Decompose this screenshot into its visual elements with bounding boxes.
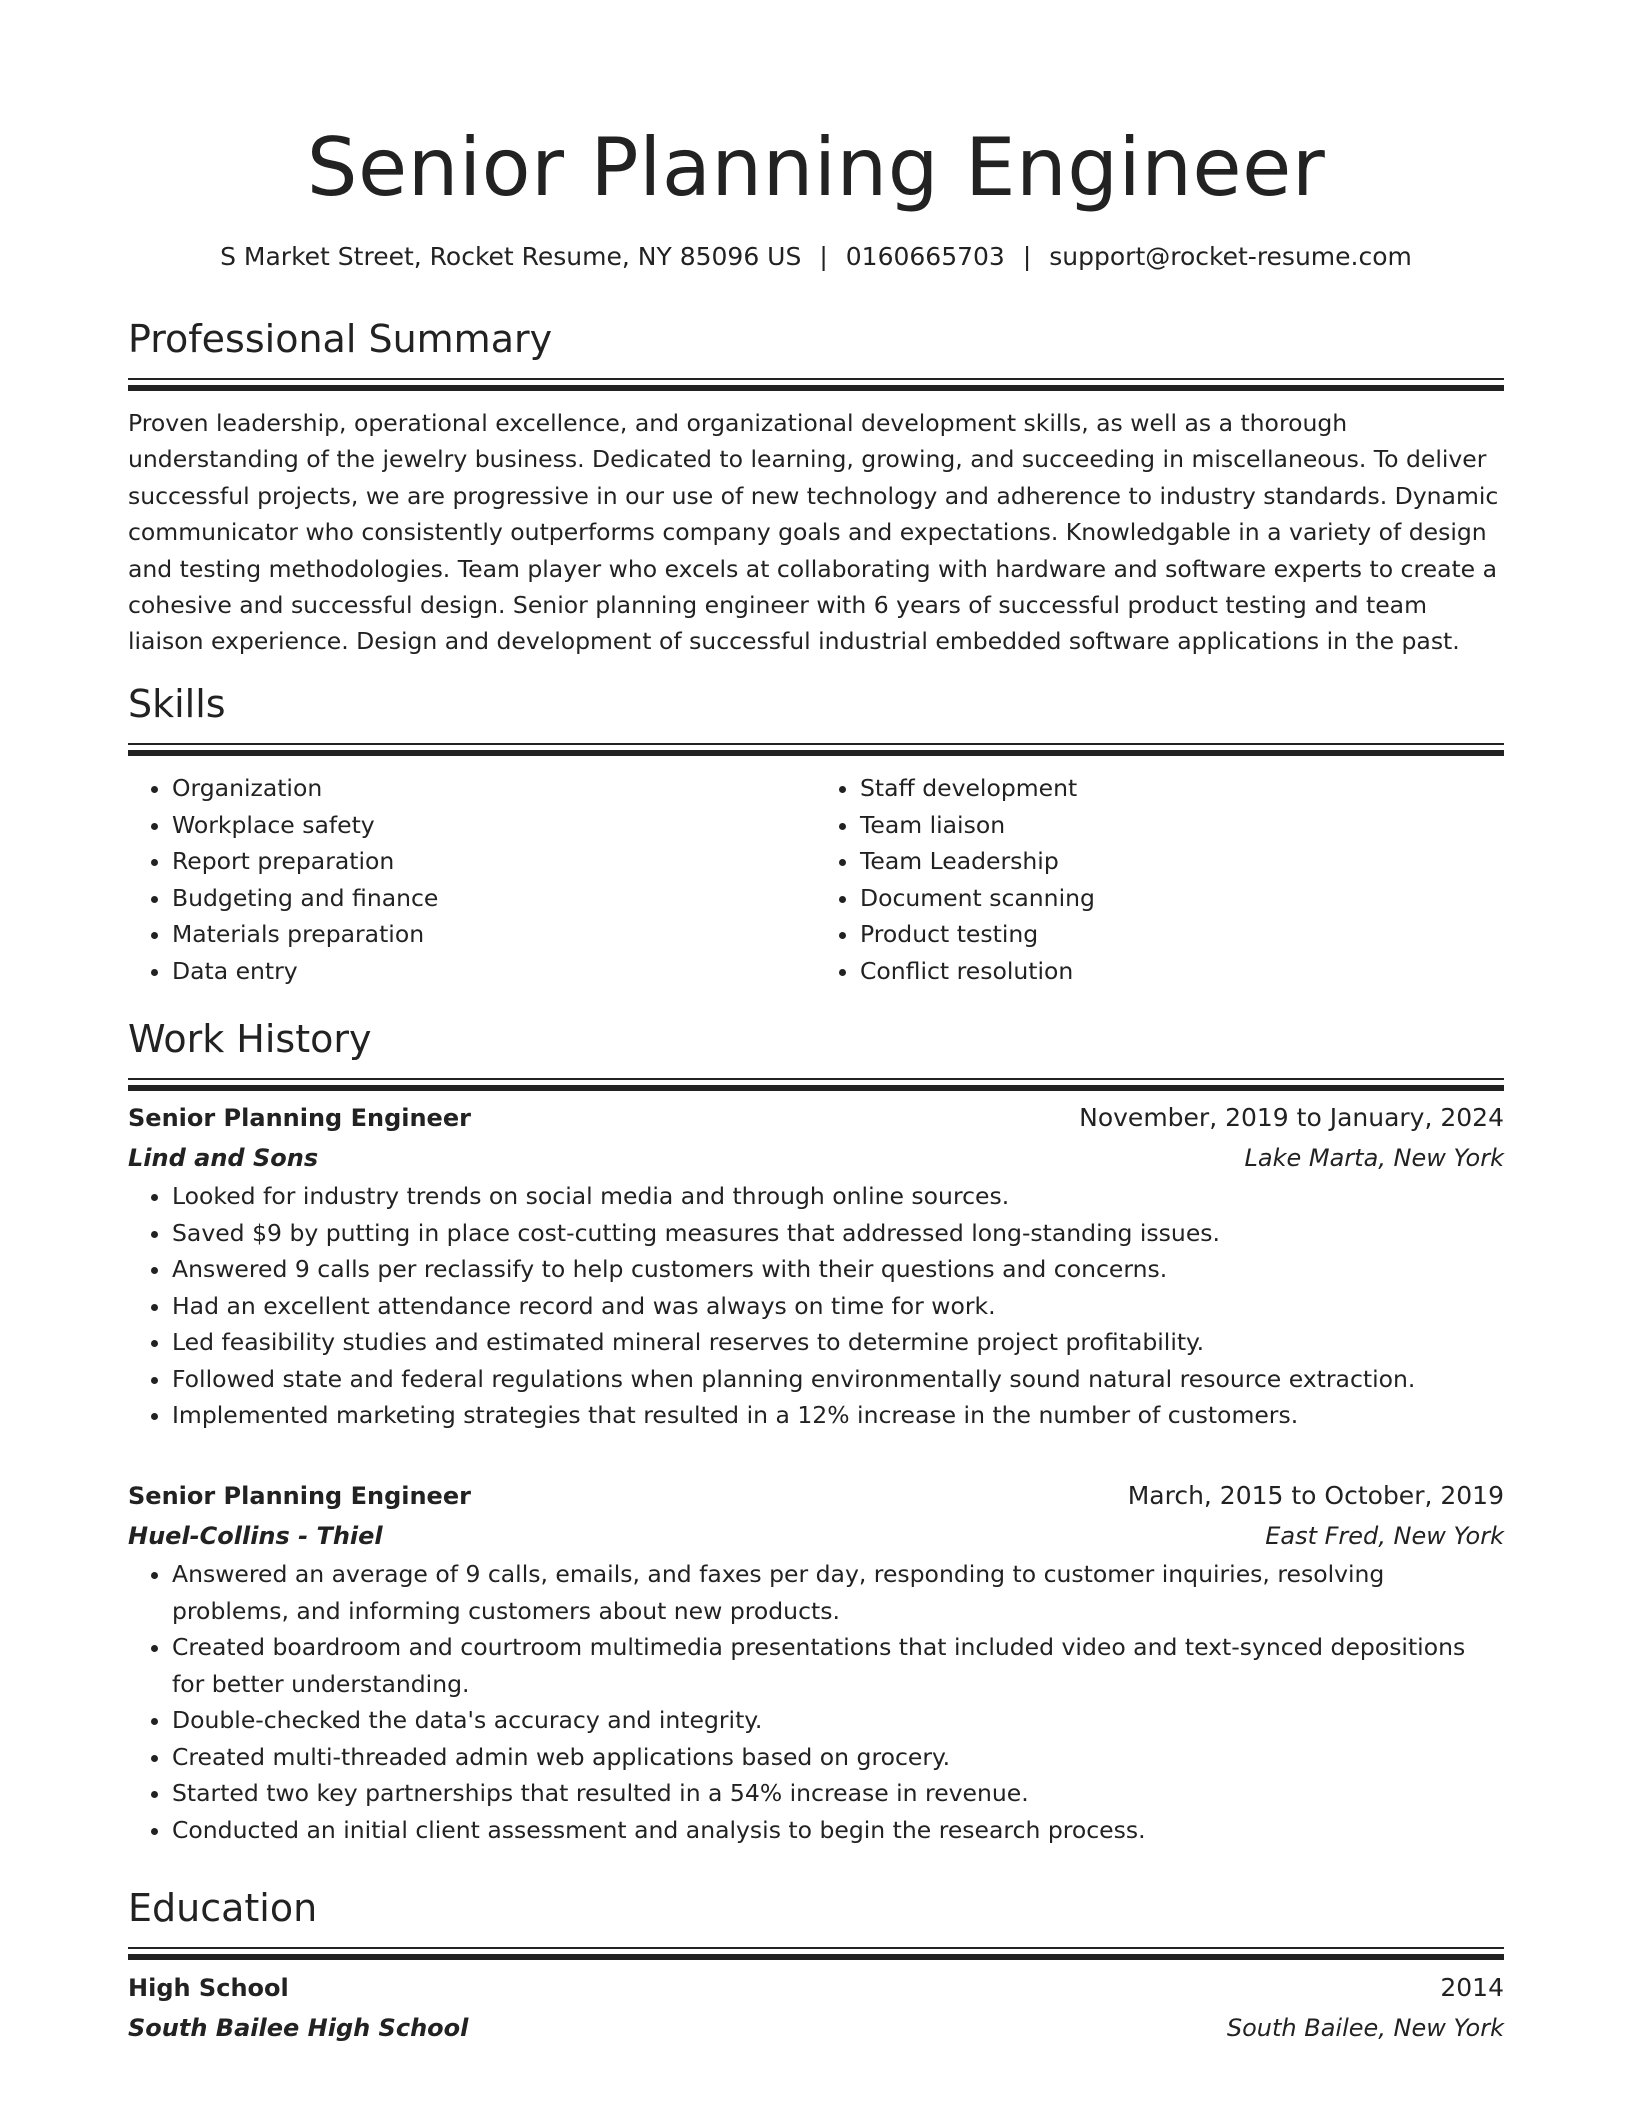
job-header <box>128 1476 1504 1516</box>
education-location: South Bailee, New York <box>1226 2014 1504 2042</box>
job-bullet: • Saved $9 by putting in place cost-cutting measures that addressed long-standing issues. <box>172 1215 1504 1252</box>
skill-item: • Conflict resolution <box>860 953 1504 990</box>
job-bullet: • Conducted an initial client assessment and analysis to begin the research process. <box>172 1812 1504 1849</box>
job-bullet: • Led feasibility studies and estimated mineral reserves to determine project profitability. <box>172 1324 1504 1361</box>
skill-item: • Team liaison <box>860 807 1504 844</box>
job-entry <box>128 1098 1504 1434</box>
job-bullet: • Answered 9 calls per reclassify to help customers with their questions and concerns. <box>172 1251 1504 1288</box>
education-section <box>128 1883 1504 1960</box>
skill-item: • Data entry <box>172 953 816 990</box>
skill-item: • Staff development <box>860 770 1504 807</box>
job-title: Senior Planning Engineer <box>128 1104 471 1132</box>
education-heading: Education <box>128 1886 318 1930</box>
section-divider <box>128 743 1504 756</box>
resume-title: Senior Planning Engineer <box>306 121 1326 214</box>
section-divider <box>128 378 1504 391</box>
section-divider <box>128 1947 1504 1960</box>
job-bullets <box>128 1178 1504 1434</box>
job-subheader <box>128 1516 1504 1556</box>
summary-text: Proven leadership, operational excellence, and organizational development skills, as well as a thorough understanding of the jewelry business. Dedicated to learning, growing, and succeeding in miscellaneous. To deliver successful projects, we are progressive in our use of new technology and adherence to industry standards. Dynamic communicator who consistently outperforms company goals and expectations. Knowledgable in a variety of design and testing methodologies. Team player who excels at collaborating with hardware and software experts to create a cohesive and successful design. Senior planning engineer with 6 years of successful product testing and team liaison experience. Design and development of successful industrial embedded software applications in the past. <box>128 409 1499 656</box>
contact-email[interactable]: support@rocket-resume.com <box>1049 242 1412 271</box>
job-bullets <box>128 1556 1504 1848</box>
skill-item: • Product testing <box>860 916 1504 953</box>
contact-separator: | <box>1022 242 1032 271</box>
contact-phone: 0160665703 <box>845 242 1005 271</box>
job-header <box>128 1098 1504 1138</box>
skill-item: • Document scanning <box>860 880 1504 917</box>
skills-section <box>128 679 1504 989</box>
job-dates: March, 2015 to October, 2019 <box>1127 1481 1504 1510</box>
section-divider <box>128 1078 1504 1091</box>
contact-address: S Market Street, Rocket Resume, NY 85096 US <box>220 242 802 271</box>
education-school: South Bailee High School <box>128 2014 469 2042</box>
job-bullet: • Had an excellent attendance record and was always on time for work. <box>172 1288 1504 1325</box>
job-dates: November, 2019 to January, 2024 <box>1079 1103 1504 1132</box>
job-entry <box>128 1476 1504 1848</box>
job-company: Huel-Collins - Thiel <box>128 1522 383 1550</box>
skill-item: • Organization <box>172 770 816 807</box>
skill-item: • Team Leadership <box>860 843 1504 880</box>
job-bullet: • Created multi-threaded admin web applications based on grocery. <box>172 1739 1504 1776</box>
contact-separator: | <box>819 242 828 271</box>
education-subheader <box>128 2008 1504 2048</box>
education-entry <box>128 1968 1504 2048</box>
skill-item: • Materials preparation <box>172 916 816 953</box>
skill-item: • Report preparation <box>172 843 816 880</box>
job-location: Lake Marta, New York <box>1244 1144 1504 1172</box>
work-history-heading: Work History <box>128 1017 372 1061</box>
skills-heading: Skills <box>128 682 226 726</box>
job-bullet: • Answered an average of 9 calls, emails, and faxes per day, responding to customer inquiries, resolving problems, and informing customers about new products. <box>172 1556 1504 1629</box>
summary-section <box>128 314 1504 660</box>
skill-item: • Workplace safety <box>172 807 816 844</box>
skills-list-right <box>816 770 1504 989</box>
job-bullet: • Implemented marketing strategies that resulted in a 12% increase in the number of customers. <box>172 1397 1504 1434</box>
skill-item: • Budgeting and finance <box>172 880 816 917</box>
job-bullet: • Created boardroom and courtroom multimedia presentations that included video and text-synced depositions for better understanding. <box>172 1629 1504 1702</box>
job-bullet: • Started two key partnerships that resulted in a 54% increase in revenue. <box>172 1775 1504 1812</box>
job-bullet: • Followed state and federal regulations when planning environmentally sound natural resource extraction. <box>172 1361 1504 1398</box>
job-title: Senior Planning Engineer <box>128 1482 471 1510</box>
job-bullet: • Looked for industry trends on social media and through online sources. <box>172 1178 1504 1215</box>
job-location: East Fred, New York <box>1265 1522 1504 1550</box>
skills-list-left <box>128 770 816 989</box>
job-company: Lind and Sons <box>128 1144 319 1172</box>
education-header <box>128 1968 1504 2008</box>
contact-line <box>128 240 1504 274</box>
education-degree: High School <box>128 1974 289 2002</box>
job-bullet: • Double-checked the data's accuracy and integrity. <box>172 1702 1504 1739</box>
summary-heading: Professional Summary <box>128 317 553 361</box>
job-subheader <box>128 1138 1504 1178</box>
work-history-section <box>128 1014 1504 1091</box>
skills-columns <box>128 770 1504 989</box>
education-year: 2014 <box>1440 1973 1504 2002</box>
